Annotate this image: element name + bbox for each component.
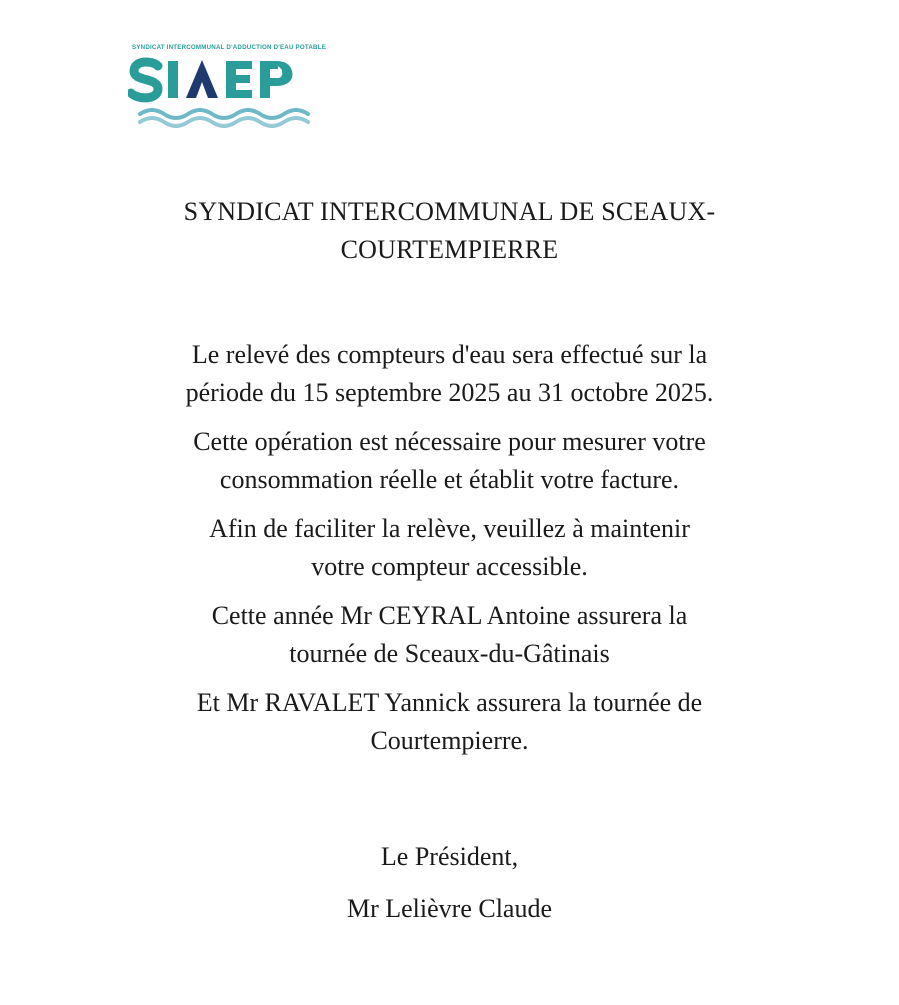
logo-tagline: SYNDICAT INTERCOMMUNAL D'ADDUCTION D'EAU POTABLE (132, 44, 327, 51)
siaep-logo-mark (128, 52, 348, 128)
siaep-logo (128, 44, 348, 128)
paragraph-line: Et Mr RAVALET Yannick assurera la tournée de (196, 688, 703, 717)
title-line-1: SYNDICAT INTERCOMMUNAL DE SCEAUX- (183, 197, 716, 226)
paragraph-line: Cette année Mr CEYRAL Antoine assurera la (211, 601, 688, 630)
paragraph-line: Afin de faciliter la relève, veuillez à maintenir (209, 514, 690, 543)
document-title (0, 193, 899, 269)
paragraph-line: tournée de Sceaux-du-Gâtinais (289, 639, 610, 668)
signature-block (0, 838, 899, 942)
paragraph-agent-sceaux (0, 597, 899, 673)
paragraph-line: Le relevé des compteurs d'eau sera effectué sur la (191, 340, 708, 369)
document-body (0, 336, 899, 771)
paragraph-line: Cette opération est nécessaire pour mesurer votre (193, 427, 706, 456)
paragraph-line: Courtempierre. (370, 726, 529, 755)
paragraph-line: votre compteur accessible. (311, 552, 588, 581)
paragraph-access (0, 510, 899, 586)
signature-role: Le Président, (380, 842, 519, 871)
paragraph-line: consommation réelle et établit votre facture. (219, 465, 680, 494)
paragraph-agent-courtempierre (0, 684, 899, 760)
paragraph-reading-period (0, 336, 899, 412)
paragraph-line: période du 15 septembre 2025 au 31 octobre 2025. (185, 378, 714, 407)
title-line-2: COURTEMPIERRE (340, 235, 559, 264)
signature-name: Mr Lelièvre Claude (346, 894, 553, 923)
paragraph-purpose (0, 423, 899, 499)
